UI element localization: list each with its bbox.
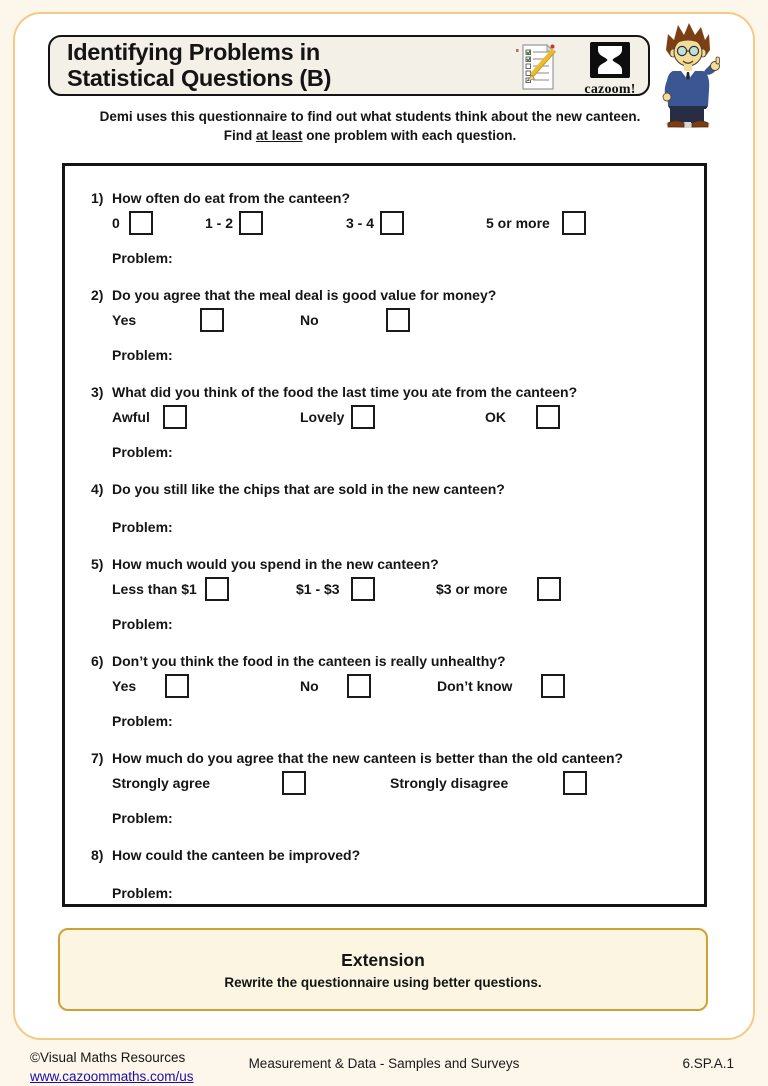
question-5-options bbox=[112, 576, 690, 601]
option-label: $1 - $3 bbox=[296, 580, 340, 597]
option-label: Strongly disagree bbox=[390, 774, 509, 791]
problem-label: Problem: bbox=[112, 250, 173, 266]
q3-checkbox-0[interactable] bbox=[163, 405, 187, 429]
q7-checkbox-1[interactable] bbox=[563, 771, 587, 795]
q6-checkbox-2[interactable] bbox=[541, 674, 565, 698]
question-1-options bbox=[112, 210, 690, 235]
q1-checkbox-3[interactable] bbox=[562, 211, 586, 235]
question-3-options bbox=[112, 404, 690, 429]
question-3 bbox=[91, 383, 690, 461]
footer-topic: Measurement & Data - Samples and Surveys bbox=[248, 1056, 520, 1071]
website-link[interactable]: www.cazoommaths.com/us bbox=[30, 1069, 194, 1084]
question-7-options bbox=[112, 770, 690, 795]
question-2-text: 2) Do you agree that the meal deal is good value for money? bbox=[91, 287, 497, 303]
question-5 bbox=[91, 555, 690, 633]
q2-checkbox-1[interactable] bbox=[386, 308, 410, 332]
question-1-text: 1) How often do eat from the canteen? bbox=[91, 190, 351, 206]
question-4-text: 4) Do you still like the chips that are sold in the new canteen? bbox=[91, 481, 505, 497]
option-label: Yes bbox=[112, 677, 137, 694]
question-5-text: 5) How much would you spend in the new canteen? bbox=[91, 556, 439, 572]
q1-checkbox-0[interactable] bbox=[129, 211, 153, 235]
copyright-text: ©Visual Maths Resources bbox=[30, 1050, 186, 1065]
option-label: 5 or more bbox=[486, 214, 550, 231]
question-4 bbox=[91, 480, 690, 536]
question-7-text: 7) How much do you agree that the new canteen is better than the old canteen? bbox=[91, 750, 624, 766]
option-label: Awful bbox=[112, 408, 150, 425]
q6-checkbox-0[interactable] bbox=[165, 674, 189, 698]
instructions bbox=[60, 107, 680, 145]
q5-checkbox-1[interactable] bbox=[351, 577, 375, 601]
option-label: Don’t know bbox=[437, 677, 513, 694]
q6-checkbox-1[interactable] bbox=[347, 674, 371, 698]
question-8-text: 8) How could the canteen be improved? bbox=[91, 847, 361, 863]
problem-label: Problem: bbox=[112, 810, 173, 826]
checklist-icon bbox=[516, 42, 562, 97]
cazoom-logo-icon bbox=[590, 42, 630, 78]
problem-label: Problem: bbox=[112, 444, 173, 460]
question-1 bbox=[91, 189, 690, 267]
q5-checkbox-0[interactable] bbox=[205, 577, 229, 601]
question-2 bbox=[91, 286, 690, 364]
problem-label: Problem: bbox=[112, 885, 173, 901]
option-label: Less than $1 bbox=[112, 580, 197, 597]
problem-label: Problem: bbox=[112, 713, 173, 729]
option-label: No bbox=[300, 677, 319, 694]
q3-checkbox-2[interactable] bbox=[536, 405, 560, 429]
extension-text: Rewrite the questionnaire using better questions. bbox=[224, 975, 542, 990]
questionnaire-box bbox=[62, 163, 707, 907]
q1-checkbox-2[interactable] bbox=[380, 211, 404, 235]
question-6-text: 6) Don’t you think the food in the canteen is really unhealthy? bbox=[91, 653, 506, 669]
option-label: 0 bbox=[112, 214, 120, 231]
extension-title: Extension bbox=[341, 950, 425, 970]
q1-checkbox-1[interactable] bbox=[239, 211, 263, 235]
problem-label: Problem: bbox=[112, 519, 173, 535]
problem-label: Problem: bbox=[112, 616, 173, 632]
standard-code: 6.SP.A.1 bbox=[682, 1056, 734, 1071]
option-label: 1 - 2 bbox=[205, 214, 234, 231]
option-label: $3 or more bbox=[436, 580, 508, 597]
question-6-options bbox=[112, 673, 690, 698]
question-8 bbox=[91, 846, 690, 902]
question-7 bbox=[91, 749, 690, 827]
question-6 bbox=[91, 652, 690, 730]
option-label: Strongly agree bbox=[112, 774, 211, 791]
instructions-line2: Find at least one problem with each question. bbox=[223, 128, 517, 143]
page-title: Identifying Problems in Statistical Questions (B) bbox=[67, 39, 332, 91]
cazoom-logo bbox=[577, 42, 643, 98]
question-2-options bbox=[112, 307, 690, 332]
option-label: Lovely bbox=[300, 408, 345, 425]
option-label: OK bbox=[485, 408, 506, 425]
q3-checkbox-1[interactable] bbox=[351, 405, 375, 429]
q7-checkbox-0[interactable] bbox=[282, 771, 306, 795]
instructions-line1: Demi uses this questionnaire to find out what students think about the new canteen. bbox=[99, 109, 641, 124]
option-label: Yes bbox=[112, 311, 137, 328]
problem-label: Problem: bbox=[112, 347, 173, 363]
cazoom-logo-text: cazoom! bbox=[584, 82, 636, 97]
q5-checkbox-2[interactable] bbox=[537, 577, 561, 601]
option-label: No bbox=[300, 311, 319, 328]
q2-checkbox-0[interactable] bbox=[200, 308, 224, 332]
option-label: 3 - 4 bbox=[346, 214, 375, 231]
question-3-text: 3) What did you think of the food the last time you ate from the canteen? bbox=[91, 384, 578, 400]
at-least-underlined: at least bbox=[255, 128, 303, 143]
extension-box bbox=[58, 928, 708, 1011]
